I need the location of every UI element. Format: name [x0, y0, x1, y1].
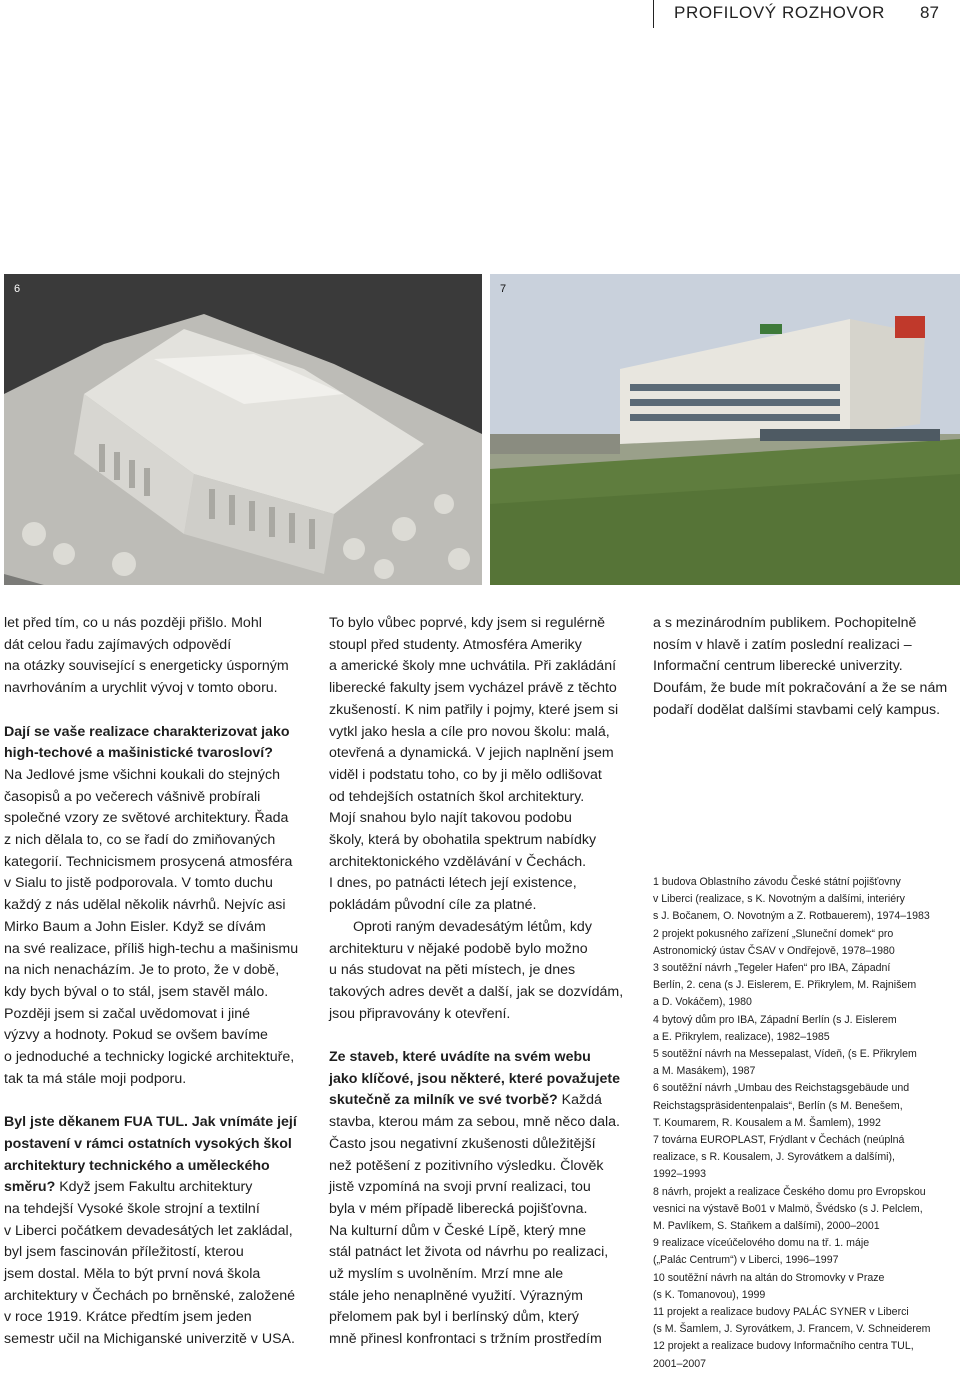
text-line: kdy bych býval o to stál, jsem stavěl málo. — [4, 983, 269, 1000]
text-line: Oproti raným devadesátým létům, kdy — [353, 918, 592, 935]
text-line: v Sialu to jistě podporovala. V tomto duchu — [4, 875, 273, 892]
text-line: společné vzory ze světové architektury. Řada — [4, 810, 289, 827]
text-line: high-techové a mašinistické tvarosloví? — [4, 745, 273, 762]
text-line: v roce 1919. Krátce předtím jsem jeden — [4, 1309, 252, 1326]
caption-line: Berlín, 2. cena (s J. Eislerem, E. Přikrylem, M. Rajnišem — [653, 979, 917, 992]
caption-line: 10 soutěžní návrh na altán do Stromovky v Praze — [653, 1271, 885, 1284]
text-line: mně přinesl konfrontaci s tržním prostředím — [329, 1331, 602, 1348]
caption-line: 9 realizace víceúčelového domu na tř. 1. máje — [653, 1237, 870, 1250]
caption-item — [653, 1270, 957, 1304]
text-line: nosím v hlavě i zatím poslední realizaci – — [653, 636, 912, 653]
architectural-model-photo-icon — [4, 274, 482, 585]
caption-line: M. Pavlíkem, S. Staňkem a dalšími), 2000–2001 — [653, 1220, 880, 1233]
text-line: byla v mém případě liberecká pojišťovna. — [329, 1200, 588, 1217]
caption-line: 2001–2007 — [653, 1357, 707, 1370]
text-line: výzvy a hodnoty. Pokud se ovšem bavíme — [4, 1027, 268, 1044]
caption-line: vesnici na výstavě Bo01 v Malmö, Švédsko (s J. Pelclem, — [653, 1202, 923, 1215]
text-line: byl jsem fascinován příležitostí, kterou — [4, 1244, 244, 1261]
caption-line: 8 návrh, projekt a realizace Českého domu pro Evropskou — [653, 1185, 926, 1198]
caption-line: a E. Přikrylem, realizace), 1982–1985 — [653, 1030, 830, 1043]
caption-line: 1992–1993 — [653, 1168, 707, 1181]
text-line: Později jsem si začal uvědomovat i jiné — [4, 1005, 251, 1022]
caption-line: 12 projekt a realizace budovy Informačního centra TUL, — [653, 1340, 914, 1353]
caption-line: Astronomický ústav ČSAV v Ondřejově, 1978–1980 — [653, 944, 895, 957]
caption-line: 3 soutěžní návrh „Tegeler Hafen“ pro IBA, Západní — [653, 962, 891, 975]
text-line: a americké školy mne uchvátila. Při zakládání — [329, 658, 617, 675]
paragraph — [329, 917, 635, 1026]
text-line: stoupl před studenty. Atmosféra Ameriky — [329, 636, 582, 653]
interview-question — [4, 722, 304, 765]
text-line — [4, 1177, 304, 1199]
text-line: časopisů a po večerech vášnivě probírali — [4, 788, 261, 805]
text-line: z nich dělala to, co se řadí do zmiňovaných — [4, 832, 276, 849]
figure-number: 6 — [14, 283, 21, 295]
text-line: stále jeho nenaplněné využití. Výrazným — [329, 1287, 583, 1304]
text-line: liberecké fakulty jsem vycházel právě z těchto — [329, 680, 617, 697]
caption-line: 7 továrna EUROPLAST, Frýdlant v Čechách (neúplná — [653, 1134, 905, 1147]
paragraph — [653, 613, 957, 722]
text-line: o jednoduché a technicky logické architektuře, — [4, 1049, 295, 1066]
caption-line: 2 projekt pokusného zařízení „Sluneční domek“ pro — [653, 927, 894, 940]
text-line: stál patnáct let života od návrhu po realizaci, — [329, 1244, 609, 1261]
text-line: navrhováním a urychlit vývoj v tomto oboru. — [4, 680, 278, 697]
text-line: I dnes, po patnácti létech její existence, — [329, 875, 577, 892]
text-line: Mirko Baum a John Eisler. Když se dívám — [4, 918, 266, 935]
caption-line: 4 bytový dům pro IBA, Západní Berlín (s J. Eislerem — [653, 1013, 897, 1026]
caption-item — [653, 926, 957, 960]
text-column-2 — [329, 613, 635, 1351]
text-line: přelomem pak byl i berlínský dům, který — [329, 1309, 579, 1326]
text-line: Mojí snahou bylo najít takovou podobu — [329, 810, 572, 827]
caption-item — [653, 1235, 957, 1269]
text-line: To bylo vůbec poprvé, kdy jsem si regulérně — [329, 615, 606, 631]
text-line: viděl i podstatu toho, co by ji mělo odlišovat — [329, 766, 602, 783]
text-line: architektury v Čechách po brněnské, založené — [4, 1287, 296, 1304]
text-line: tak ta má stále moji podporu. — [4, 1070, 187, 1087]
caption-line: 6 soutěžní návrh „Umbau des Reichstagsgebäude und — [653, 1082, 910, 1095]
text-line: dát celou řadu zajímavých odpovědí — [4, 636, 232, 653]
text-line: na otázky související s energeticky úsporným — [4, 658, 289, 675]
caption-item — [653, 1080, 957, 1132]
caption-item — [653, 874, 957, 926]
caption-line: („Palác Centrum“) v Liberci, 1996–1997 — [653, 1254, 839, 1267]
caption-item — [653, 1338, 957, 1372]
figure-captions — [653, 874, 957, 1373]
caption-line: 5 soutěžní návrh na Messepalast, Vídeň, (s E. Přikrylem — [653, 1048, 917, 1061]
caption-item — [653, 1184, 957, 1236]
text-line: let před tím, co u nás později přišlo. Mohl — [4, 615, 262, 631]
text-line: Dají se vaše realizace charakterizovat jako — [4, 723, 290, 740]
question-end: skutečně za milník ve své tvorbě? — [329, 1092, 558, 1109]
text-line: architekturu v nějaké podobě bylo možno — [329, 940, 588, 957]
text-line: zkušeností. K nim patřily i pojmy, které jsem si — [329, 701, 619, 718]
text-line: než potěšení z pozitivního výsledku. Člověk — [329, 1157, 604, 1174]
text-line: u nás studovat na pěti místech, je dnes — [329, 962, 576, 979]
text-line: architektury technického a uměleckého — [4, 1157, 270, 1174]
intro-paragraph — [4, 613, 304, 700]
caption-line: a D. Vokáčem), 1980 — [653, 996, 752, 1009]
text-line — [329, 1090, 635, 1112]
text-line: od tehdejších ostatních škol architektury. — [329, 788, 585, 805]
text-line: Na kulturní dům v České Lípě, který mne — [329, 1222, 587, 1239]
caption-item — [653, 1046, 957, 1080]
text-line: semestr učil na Michiganské univerzitě v USA. — [4, 1331, 295, 1348]
text-line: už myslím s uvolněním. Mrzí mne ale — [329, 1266, 564, 1283]
text-line: jako klíčové, jsou některé, které považujete — [329, 1070, 620, 1087]
text-line: postavení v rámci ostatních vysokých škol — [4, 1135, 292, 1152]
text-line: každý z nás udělal několik návrhů. Nejvíc asi — [4, 897, 286, 914]
section-title: PROFILOVÝ ROZHOVOR — [674, 3, 886, 22]
text-line: Informační centrum liberecké univerzity. — [653, 658, 903, 675]
answer-start: Když jsem Fakultu architektury — [55, 1179, 253, 1196]
text-line: Často jsou negativní zkušenosti důležitější — [329, 1135, 596, 1152]
text-line: v Liberci počátkem devadesátých let zakládal, — [4, 1222, 293, 1239]
text-line: takových adres devět a další, jak se dozvídám, — [329, 983, 624, 1000]
text-line: vytkl jako hesla a cíle pro novou školu: malá, — [329, 723, 610, 740]
caption-line: realizace, s R. Kousalem, J. Syrovátkem a dalšími), — [653, 1151, 895, 1164]
text-line: jsem dostal. Měla to být první nová škola — [4, 1266, 261, 1283]
text-line: Doufám, že bude mít pokračování a že se nám — [653, 680, 948, 697]
factory-building-photo-icon — [490, 274, 960, 585]
text-line: Ze staveb, které uvádíte na svém webu — [329, 1049, 591, 1066]
text-line: kategorií. Technicismem prosycená atmosféra — [4, 853, 293, 870]
paragraph — [329, 613, 635, 917]
caption-line: s J. Bočanem, O. Novotným a Z. Rotbauerem), 1974–1983 — [653, 910, 930, 923]
text-line: na své realizace, příliš high-techu a mašinismu — [4, 940, 299, 957]
text-column-3 — [653, 613, 957, 722]
caption-item — [653, 960, 957, 1012]
text-line: Byl jste děkanem FUA TUL. Jak vnímáte její — [4, 1114, 297, 1131]
interview-question-answer — [329, 1047, 635, 1351]
text-line: na nich nenacházím. Je to proto, že v době, — [4, 962, 280, 979]
caption-line: Reichstagspräsidentenpalais“, Berlín (s M. Benešem, — [653, 1099, 903, 1112]
caption-item — [653, 1132, 957, 1184]
interview-answer — [4, 765, 304, 1091]
text-line: na tehdejší Vysoké škole strojní a textilní — [4, 1200, 260, 1217]
figure-number: 7 — [500, 283, 507, 295]
page-number: 87 — [920, 3, 939, 22]
header-divider — [653, 0, 654, 28]
figure-6-photo — [4, 274, 482, 585]
caption-line: a M. Masákem), 1987 — [653, 1065, 756, 1078]
text-column-1 — [4, 613, 304, 1351]
text-line: pokládám původní cíle za platné. — [329, 897, 537, 914]
text-line: jsou připravovány k otevření. — [329, 1005, 511, 1022]
figure-7-photo — [490, 274, 960, 585]
caption-line: T. Koumarem, R. Kousalem a M. Šamlem), 1992 — [653, 1116, 881, 1129]
caption-line: 1 budova Oblastního závodu České státní pojišťovny — [653, 876, 901, 888]
caption-line: v Liberci (realizace, s K. Novotným a dalšími, interiéry — [653, 893, 905, 906]
caption-line: 11 projekt a realizace budovy PALÁC SYNER v Liberci — [653, 1306, 909, 1319]
text-line: otevřená a dynamická. V jejich naplnění jsem — [329, 745, 614, 762]
caption-line: (s M. Šamlem, J. Syrovátkem, J. Francem, V. Schneiderem — [653, 1323, 931, 1336]
text-line: jistě vzpomíná na svoji první realizaci, tou — [329, 1179, 591, 1196]
text-line: stavba, kterou mám za sebou, mně něco dala. — [329, 1114, 621, 1131]
caption-item — [653, 1012, 957, 1046]
text-line: podaří dodělat dalšími stavbami celý kampus. — [653, 701, 941, 718]
interview-question-answer — [4, 1112, 304, 1351]
answer-start: Každá — [557, 1092, 602, 1109]
text-line: a s mezinárodním publikem. Pochopitelně — [653, 615, 917, 631]
caption-line: (s K. Tomanovou), 1999 — [653, 1288, 766, 1301]
caption-item — [653, 1304, 957, 1338]
text-line: architektonického vzdělávání v Čechách. — [329, 853, 587, 870]
text-line: školy, která by obohatila spektrum nabídky — [329, 832, 597, 849]
question-end: směru? — [4, 1179, 56, 1196]
text-line: Na Jedlové jsme všichni koukali do stejných — [4, 766, 280, 783]
